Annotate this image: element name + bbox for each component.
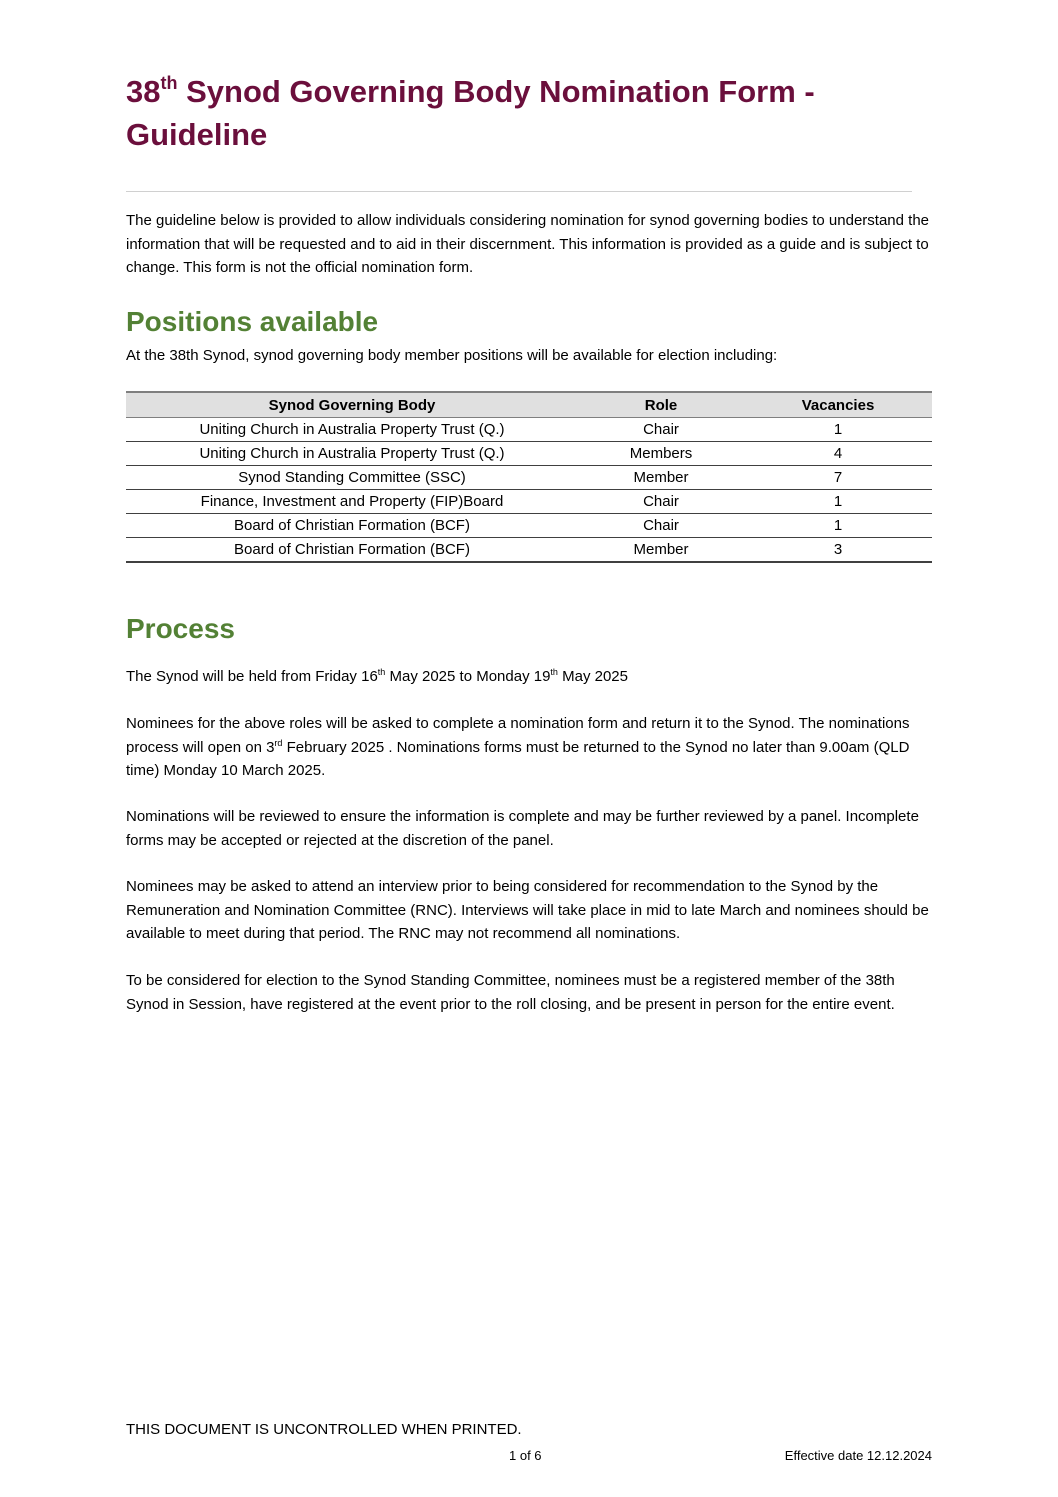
dates-text-end: May 2025	[557, 668, 628, 685]
cell-role: Chair	[578, 514, 744, 538]
cell-role: Member	[578, 466, 744, 490]
cell-vacancies: 1	[744, 490, 932, 514]
process-heading: Process	[126, 613, 235, 644]
title-divider	[126, 191, 912, 192]
table-row	[126, 490, 932, 514]
title-text: Synod Governing Body Nomination Form - Guideline	[126, 74, 815, 152]
ssc-eligibility-paragraph: To be considered for election to the Synod Standing Committee, nominees must be a registered member of the 38th Synod in Session, have registered at the event prior to the roll closing, and be present in person for the entire event.	[126, 972, 895, 1013]
uncontrolled-notice: THIS DOCUMENT IS UNCONTROLLED WHEN PRINTED.	[126, 1421, 522, 1438]
dates-ordinal-2: th	[550, 667, 558, 677]
page-title	[126, 70, 926, 156]
interview-paragraph: Nominees may be asked to attend an interview prior to being considered for recommendation to the Synod by the Remuneration and Nomination Committee (RNC). Interviews will take place in mid to late March and nominees should be available to meet during that period. The RNC may not recommend all nominations.	[126, 878, 929, 942]
header-role: Role	[578, 392, 744, 418]
synod-dates-paragraph	[126, 665, 932, 689]
cell-governing-body: Uniting Church in Australia Property Trust (Q.)	[126, 418, 578, 442]
cell-governing-body: Board of Christian Formation (BCF)	[126, 538, 578, 563]
dates-ordinal-1: th	[377, 667, 386, 677]
table-header-row	[126, 392, 932, 418]
header-vacancies: Vacancies	[744, 392, 932, 418]
review-paragraph: Nominations will be reviewed to ensure the information is complete and may be further reviewed by a panel. Incomplete forms may be accepted or rejected at the discretion of the panel.	[126, 808, 919, 849]
page-number: 1 of 6	[509, 1448, 542, 1463]
table-row	[126, 514, 932, 538]
cell-vacancies: 7	[744, 466, 932, 490]
cell-vacancies: 4	[744, 442, 932, 466]
cell-role: Chair	[578, 490, 744, 514]
dates-text-start: The Synod will be held from Friday 16	[126, 668, 378, 685]
cell-governing-body: Finance, Investment and Property (FIP)Board	[126, 490, 578, 514]
cell-vacancies: 1	[744, 418, 932, 442]
table-row	[126, 418, 932, 442]
nominations-paragraph	[126, 712, 932, 783]
cell-governing-body: Board of Christian Formation (BCF)	[126, 514, 578, 538]
nominations-ordinal: rd	[274, 737, 283, 748]
title-number: 38	[126, 74, 161, 109]
header-governing-body: Synod Governing Body	[126, 392, 578, 418]
table-row	[126, 466, 932, 490]
positions-lead: At the 38th Synod, synod governing body member positions will be available for election including:	[126, 347, 778, 364]
positions-heading: Positions available	[126, 306, 379, 337]
cell-role: Member	[578, 538, 744, 563]
cell-role: Chair	[578, 418, 744, 442]
intro-paragraph: The guideline below is provided to allow individuals considering nomination for synod governing bodies to understand the information that will be requested and to aid in their discernment. This information is provided as a guide and is subject to change. This form is not the official nomination form.	[126, 212, 930, 276]
cell-governing-body: Synod Standing Committee (SSC)	[126, 466, 578, 490]
title-ordinal-suffix: th	[160, 73, 178, 93]
effective-date: Effective date 12.12.2024	[784, 1448, 932, 1463]
table-row	[126, 538, 932, 563]
table-row	[126, 442, 932, 466]
cell-vacancies: 1	[744, 514, 932, 538]
cell-role: Members	[578, 442, 744, 466]
nominations-text-start: Nominees for the above roles will be asked to complete a nomination form and return it to the Synod. The nominations process will open on 3	[126, 715, 910, 756]
nominations-text-end: February 2025 . Nominations forms must be returned to the Synod no later than 9.00am (QLD time) Monday 10 March 2025.	[126, 738, 910, 779]
cell-vacancies: 3	[744, 538, 932, 563]
dates-text-middle: May 2025 to Monday 19	[385, 668, 551, 685]
cell-governing-body: Uniting Church in Australia Property Trust (Q.)	[126, 442, 578, 466]
positions-table	[126, 391, 932, 563]
